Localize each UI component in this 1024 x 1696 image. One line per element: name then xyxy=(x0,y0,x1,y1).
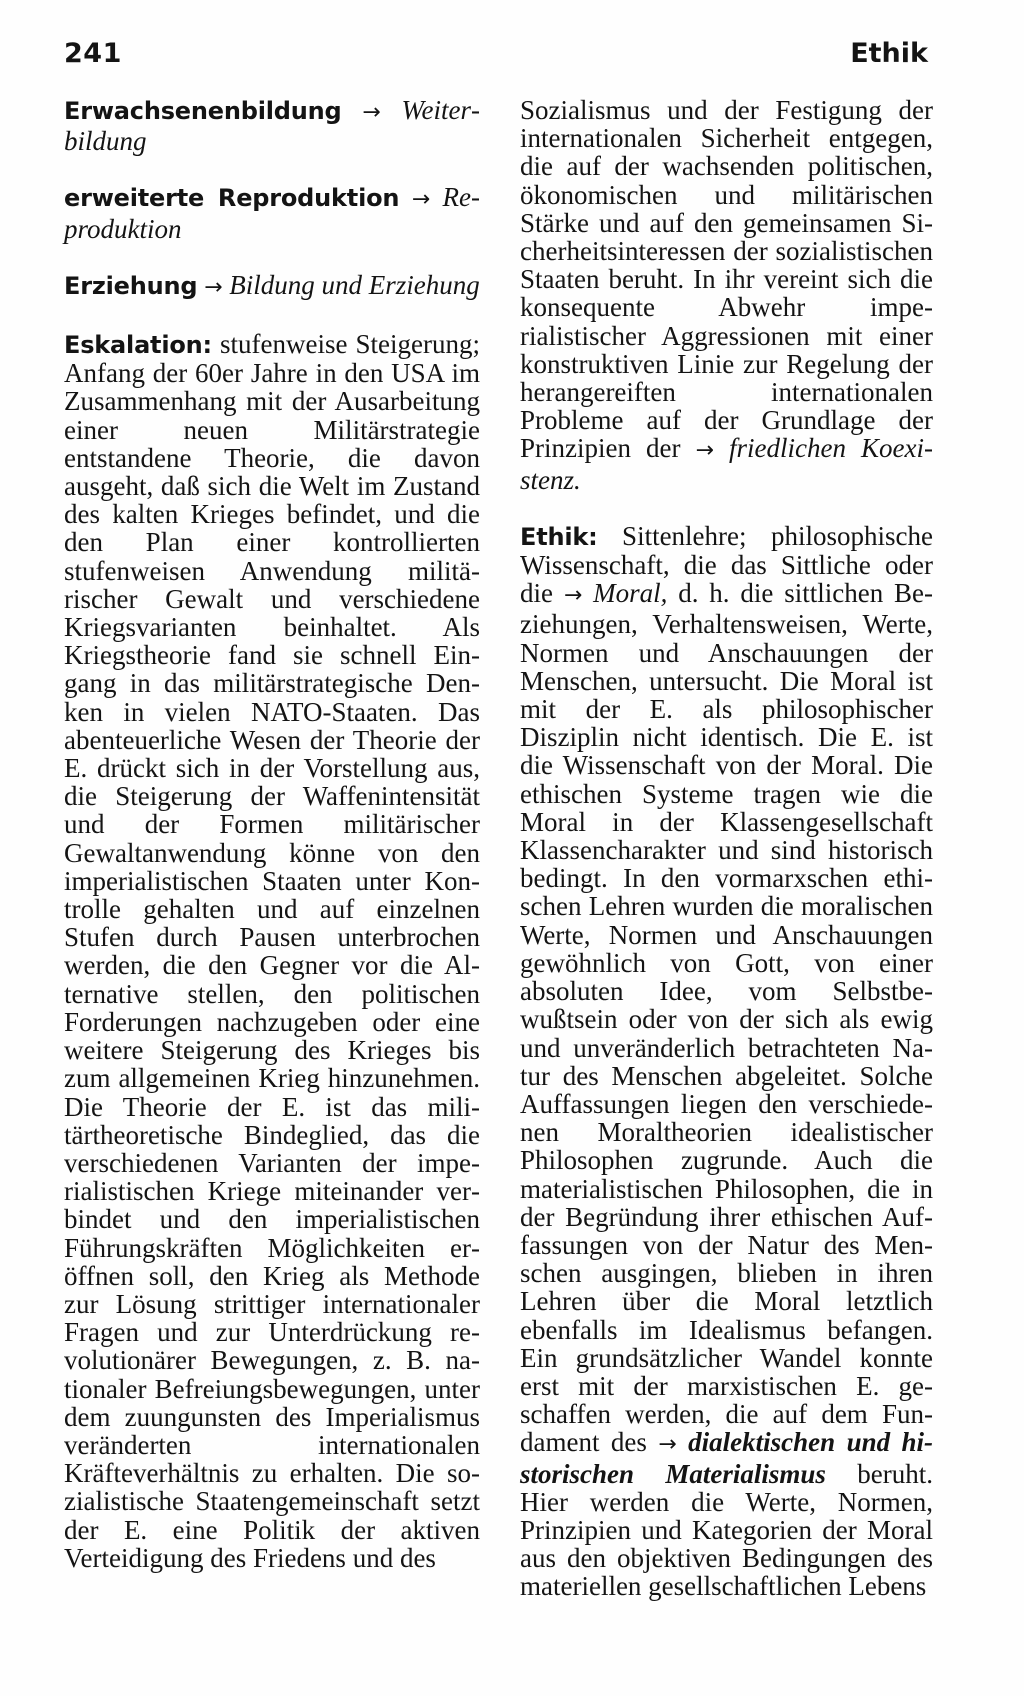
page-number: 241 xyxy=(64,38,122,69)
cross-reference-link[interactable]: Reproduktion xyxy=(64,182,480,244)
cross-reference-link[interactable]: Moral, xyxy=(593,578,668,609)
entry-ethik xyxy=(520,522,933,1601)
entry-headword: Erziehung xyxy=(64,271,198,300)
entry-headword: erweiterte Reproduktion xyxy=(64,184,400,213)
entry-body-text: stufenweise Steigerung; Anfang der 60er Jahre in den USA im Zusammenhang mit der Ausarbeitung einer neuen Militärstrategie entstandene Theorie, die davon ausgeht, daß sich die Welt im Zustand des kalten Krieges befindet, und die den Plan einer kontrollierten stufenweisen Anwendung militärischer Gewalt und verschiedene Kriegsvarianten beinhaltet. Als Kriegstheorie fand sie schnell Eingang in das militärstrategische Denken in vielen NATO-Staaten. Das abenteuerliche Wesen der Theorie der E. drückt sich in der Vorstellung aus, die Steigerung der Waffenintensität und der Formen militärischer Gewaltanwendung könne von den imperialistischen Staaten unter Kontrolle gehalten und auf einzelnen Stufen durch Pausen unterbrochen werden, die den Gegner vor die Alternative stellen, den politischen Forderungen nachzugeben oder eine weitere Steigerung des Krieges bis zum allgemeinen Krieg hinzunehmen. Die Theorie der E. ist das militärtheoretische Bindeglied, das die verschiedenen Varianten der imperialistischen Kriege miteinander verbindet und den imperialistischen Führungskräften Möglichkeiten eröffnen soll, den Krieg als Methode zur Lösung strittiger internationaler Fragen und zur Unterdrückung revolutionärer Bewegungen, z. B. nationaler Befreiungsbewegungen, unter dem zuungunsten des Imperialismus veränderten internationalen Kräfteverhältnis zu erhalten. Die sozialistische Staatengemeinschaft setzt der E. eine Politik der aktiven Verteidigung des Friedens und des xyxy=(64,329,480,1573)
cross-reference-link[interactable]: friedlichen Koexistenz. xyxy=(520,433,934,495)
running-head: Ethik xyxy=(850,38,928,69)
arrow-icon: → xyxy=(658,1432,677,1458)
entry-body-text: d. h. die sittlichen Beziehungen, Verhaltensweisen, Werte, Normen und Anschauungen der Menschen, untersucht. Die Moral ist mit der E. als philosophischer Disziplin nicht identisch. Die E. ist die Wissenschaft von der Moral. Die ethischen Systeme tragen wie die Moral in der Klassengesellschaft Klassencharakter und sind historisch bedingt. In den vormarxschen ethischen Lehren wurden die moralischen Werte, Normen und Anschauungen gewöhnlich von Gott, von einer absoluten Idee, vom Selbstbewußtsein oder von der sich als ewig und unveränderlich betrachteten Natur des Menschen abgeleitet. Solche Auffassungen liegen den verschiedenen Moraltheorien idealistischer Philosophen zugrunde. Auch die materialistischen Philosophen, die in der Begründung ihrer ethischen Auffassungen von der Natur des Menschen ausgingen, blieben in ihren Lehren über die Moral letztlich ebenfalls im Idealismus befangen. Ein grundsätzlicher Wandel konnte erst mit der marxistischen E. geschaffen werden, die auf dem Fundament des xyxy=(520,578,934,1458)
cross-reference-link[interactable]: Weiterbildung xyxy=(64,95,480,157)
right-column xyxy=(520,96,933,1601)
arrow-icon: → xyxy=(563,583,583,609)
arrow-icon: → xyxy=(362,100,381,125)
arrow-icon: → xyxy=(695,438,714,464)
entry-body-text: Sittenlehre; philosophische Wissenschaft, die das Sittliche oder die xyxy=(520,520,933,609)
entry-headword: Erwachsenenbildung xyxy=(64,97,342,125)
arrow-icon: → xyxy=(204,274,223,300)
entry-body-text: beruht. Hier werden die Werte, Normen, Prinzipien und Kategorien der Moral aus den objektiven Bedingungen des materiellen gesellschaftlichen Lebens xyxy=(520,1458,934,1602)
entry-eskalation xyxy=(64,330,480,1572)
left-column xyxy=(64,96,480,1572)
entry-erziehung xyxy=(64,271,480,302)
entry-body-text: Sozialismus und der Festigung der internationalen Sicherheit entgegen, die auf der wachsenden politischen, ökonomischen und militärischen Stärke und auf den gemeinsamen Sicherheitsinteressen der sozialistischen Staaten beruht. In ihr vereint sich die konsequente Abwehr imperialistischer Aggressionen mit einer konstruktiven Linie zur Regelung der herangereiften internationalen Probleme auf der Grundlage der Prinzipien der xyxy=(520,95,933,464)
entry-erwachsenenbildung xyxy=(64,96,480,155)
cross-reference-link[interactable]: dialektischen und historischen Materialismus xyxy=(520,1427,934,1489)
arrow-icon: → xyxy=(411,187,431,213)
entry-erweiterte-reproduktion xyxy=(64,183,480,242)
cross-reference-link[interactable]: Bildung und Erziehung xyxy=(229,269,480,300)
entry-headword: Ethik: xyxy=(520,522,598,551)
entry-eskalation-continued xyxy=(520,96,933,494)
entry-headword: Eskalation: xyxy=(64,331,212,360)
